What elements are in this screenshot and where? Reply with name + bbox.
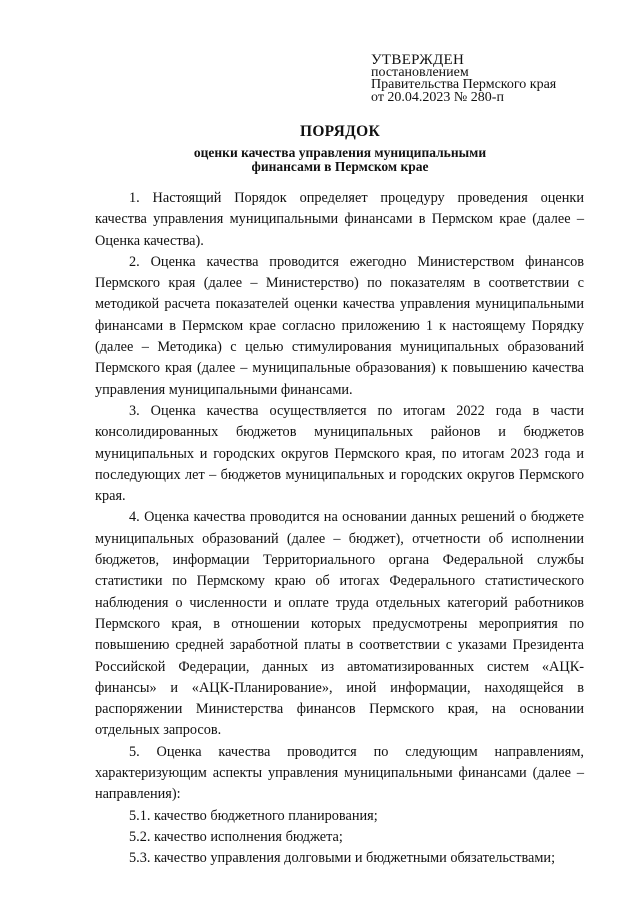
paragraph-5-2: 5.2. качество исполнения бюджета; xyxy=(129,828,343,845)
document-subtitle xyxy=(95,146,585,174)
document-subtitle-line-1: оценки качества управления муниципальными xyxy=(193,145,487,160)
paragraph-5-3: 5.3. качество управления долговыми и бюджетными обязательствами; xyxy=(129,850,556,867)
paragraph-1: 1. Настоящий Порядок определяет процедуру проведения оценки качества управления муниципальными финансами в Пермском крае (далее – Оценка качества). xyxy=(95,190,584,249)
approval-line-2: Правительства Пермского края xyxy=(371,77,557,92)
paragraph-4: 4. Оценка качества проводится на основании данных решений о бюджете муниципальных образований (далее – бюджет), отчетности об исполнении бюджетов, информации Территориального органа Федеральной службы статистики по Пермскому краю об итогах Федерального статистического наблюдения о численности и оплате труда отдельных категорий работников Пермского края, в отношении которых предусмотрены мероприятия по повышению средней заработной платы в соответствии с указами Президента Российской Федерации, данных из автоматизированных систем «АЦК-финансы» и «АЦК-Планирование», иной информации, находящейся в распоряжении Министерства финансов Пермского края, на основании отдельных запросов. xyxy=(95,509,584,739)
approval-stamp: УТВЕРЖДЕН xyxy=(371,52,465,68)
document-title: ПОРЯДОК xyxy=(299,123,381,140)
paragraph-2: 2. Оценка качества проводится ежегодно Министерством финансов Пермского края (далее – Министерство) по показателям в соответствии с методикой расчета показателей оценки качества управления муниципальными финансами в Пермском крае согласно приложению 1 к настоящему Порядку (далее – Методика) с целью стимулирования муниципальных образований Пермского края (далее – муниципальные образования) к повышению качества управления муниципальными финансами. xyxy=(95,253,584,398)
approval-line-1: постановлением xyxy=(371,64,469,80)
document-subtitle-line-2: финансами в Пермском крае xyxy=(251,159,429,174)
approval-block xyxy=(371,54,611,104)
paragraph-5: 5. Оценка качества проводится по следующим направлениям, характеризующим аспекты управления муниципальными финансами (далее – направления): xyxy=(95,743,584,803)
approval-line-3: от 20.04.2023 № 280-п xyxy=(371,89,504,105)
paragraph-5-1: 5.1. качество бюджетного планирования; xyxy=(129,807,378,824)
paragraph-3: 3. Оценка качества осуществляется по итогам 2022 года в части консолидированных бюджетов муниципальных районов и бюджетов муниципальных и городских округов Пермского края, по итогам 2023 года и последующих лет – бюджетов муниципальных и городских округов Пермского края. xyxy=(95,402,584,505)
document-body xyxy=(95,188,584,870)
